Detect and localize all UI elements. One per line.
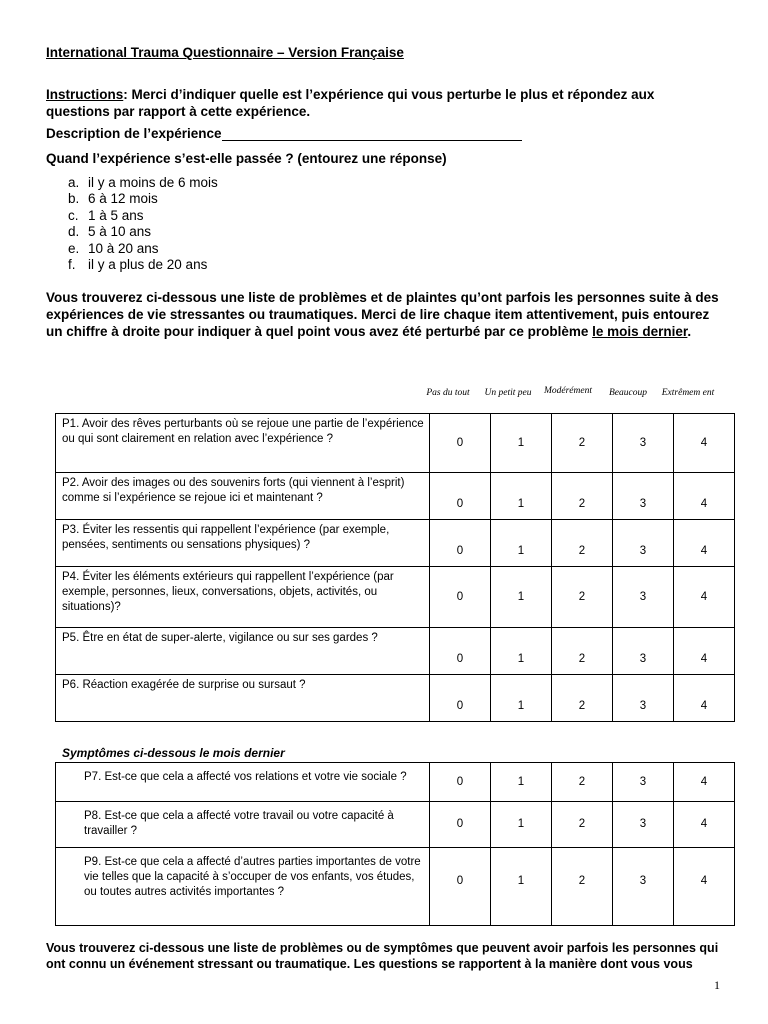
intro-text: Vous trouverez ci-dessous une liste de problèmes et de plaintes qu’ont parfois les personnes suite à des expériences de vie stressantes ou traumatiques. Merci de lire chaque item attentivement, puis entourez un chiffre à droite pour indiquer à quel point vous avez été perturbé par ce problème (46, 290, 719, 339)
table-row (56, 802, 735, 848)
score-cell[interactable]: 2 (552, 763, 613, 802)
option-e[interactable] (68, 241, 218, 257)
table-row (56, 848, 735, 926)
option-text: il y a plus de 20 ans (88, 257, 208, 273)
table-row (56, 675, 735, 722)
score-cell[interactable]: 0 (430, 567, 491, 628)
score-cell[interactable]: 2 (552, 628, 613, 675)
option-letter: c. (68, 207, 79, 223)
option-letter: d. (68, 224, 80, 240)
scale-header-4: Extrêmem ent (661, 388, 715, 398)
scale-header-1: Un petit peu (484, 388, 532, 398)
scale-header-2: Modérément (543, 386, 592, 396)
table-row (56, 414, 735, 473)
question-p7: P7. Est-ce que cela a affecté vos relations et votre vie sociale ? (56, 763, 430, 802)
option-letter: f. (68, 257, 76, 273)
score-cell[interactable]: 0 (430, 520, 491, 567)
scale-header-0: Pas du tout (426, 388, 470, 398)
score-cell[interactable]: 3 (613, 520, 674, 567)
score-cell[interactable]: 4 (674, 520, 735, 567)
option-d[interactable] (68, 224, 218, 240)
description-field[interactable] (46, 126, 522, 141)
score-cell[interactable]: 1 (491, 628, 552, 675)
score-cell[interactable]: 3 (613, 628, 674, 675)
score-cell[interactable]: 3 (613, 763, 674, 802)
option-f[interactable] (68, 257, 218, 273)
score-cell[interactable]: 4 (674, 763, 735, 802)
table-row (56, 473, 735, 520)
score-cell[interactable]: 1 (491, 567, 552, 628)
intro-end: . (687, 324, 692, 339)
score-cell[interactable]: 1 (491, 848, 552, 926)
question-p4: P4. Éviter les éléments extérieurs qui rappellent l’expérience (par exemple, personnes, lieux, conversations, objets, activités, ou situations)? (56, 567, 430, 628)
page-title: International Trauma Questionnaire – Version Française (46, 45, 404, 60)
score-cell[interactable]: 2 (552, 567, 613, 628)
score-cell[interactable]: 2 (552, 520, 613, 567)
score-cell[interactable]: 1 (491, 763, 552, 802)
questions-table-2 (55, 762, 735, 926)
table-row (56, 520, 735, 567)
score-cell[interactable]: 0 (430, 473, 491, 520)
option-text: 1 à 5 ans (88, 207, 144, 223)
option-text: 6 à 12 mois (88, 191, 158, 207)
question-p3: P3. Éviter les ressentis qui rappellent l’expérience (par exemple, pensées, sentiments ou sensations physiques) ? (56, 520, 430, 567)
score-cell[interactable]: 0 (430, 628, 491, 675)
instructions-text: : Merci d’indiquer quelle est l’expérience qui vous perturbe le plus et répondez aux questions par rapport à cette expérience. (46, 87, 655, 119)
question-p2: P2. Avoir des images ou des souvenirs forts (qui viennent à l’esprit) comme si l’expérience se rejoue ici et maintenant ? (56, 473, 430, 520)
description-blank-line[interactable] (222, 126, 522, 141)
option-letter: e. (68, 240, 80, 256)
option-b[interactable] (68, 191, 218, 207)
intro-underlined: le mois dernier (592, 324, 688, 339)
score-cell[interactable]: 4 (674, 567, 735, 628)
score-cell[interactable]: 2 (552, 675, 613, 722)
score-cell[interactable]: 0 (430, 802, 491, 848)
symptoms-heading: Symptômes ci-dessous le mois dernier (62, 746, 285, 760)
when-question: Quand l’expérience s’est-elle passée ? (entourez une réponse) (46, 151, 447, 166)
question-p8: P8. Est-ce que cela a affecté votre travail ou votre capacité à travailler ? (56, 802, 430, 848)
option-letter: a. (68, 175, 80, 190)
instructions (46, 86, 706, 120)
option-letter: b. (68, 191, 80, 207)
score-cell[interactable]: 2 (552, 414, 613, 473)
description-label: Description de l’expérience (46, 126, 222, 141)
score-cell[interactable]: 1 (491, 414, 552, 473)
option-text: il y a moins de 6 mois (88, 175, 218, 190)
score-cell[interactable]: 1 (491, 520, 552, 567)
score-cell[interactable]: 3 (613, 848, 674, 926)
score-cell[interactable]: 4 (674, 414, 735, 473)
scale-header-3: Beaucoup (609, 388, 647, 398)
bottom-paragraph: Vous trouverez ci-dessous une liste de problèmes ou de symptômes que peuvent avoir parfois les personnes qui ont connu un événement stressant ou traumatique. Les questions se rapportent à la manière dont vous vous (46, 941, 719, 971)
score-cell[interactable]: 3 (613, 414, 674, 473)
score-cell[interactable]: 0 (430, 763, 491, 802)
intro-paragraph (46, 289, 726, 340)
page-number: 1 (714, 978, 720, 992)
score-cell[interactable]: 0 (430, 414, 491, 473)
score-cell[interactable]: 4 (674, 473, 735, 520)
score-cell[interactable]: 2 (552, 848, 613, 926)
option-a[interactable] (68, 175, 218, 191)
score-cell[interactable]: 3 (613, 675, 674, 722)
score-cell[interactable]: 4 (674, 675, 735, 722)
score-cell[interactable]: 0 (430, 675, 491, 722)
option-text: 5 à 10 ans (88, 224, 152, 240)
question-p5: P5. Être en état de super-alerte, vigilance ou sur ses gardes ? (56, 628, 430, 675)
score-cell[interactable]: 0 (430, 848, 491, 926)
table-row (56, 567, 735, 628)
score-cell[interactable]: 4 (674, 848, 735, 926)
option-text: 10 à 20 ans (88, 240, 159, 256)
score-cell[interactable]: 2 (552, 802, 613, 848)
score-cell[interactable]: 3 (613, 473, 674, 520)
score-cell[interactable]: 4 (674, 802, 735, 848)
instructions-label: Instructions (46, 87, 124, 102)
question-p9: P9. Est-ce que cela a affecté d’autres parties importantes de votre vie telles que la capacité à s’occuper de vos enfants, vos études, ou toutes autres activités importantes ? (56, 848, 430, 926)
question-p1: P1. Avoir des rêves perturbants où se rejoue une partie de l’expérience ou qui sont clairement en relation avec l’expérience ? (56, 414, 430, 473)
score-cell[interactable]: 3 (613, 567, 674, 628)
table-row (56, 763, 735, 802)
table-row (56, 628, 735, 675)
score-cell[interactable]: 1 (491, 802, 552, 848)
score-cell[interactable]: 3 (613, 802, 674, 848)
questions-table-1 (55, 413, 735, 722)
option-c[interactable] (68, 208, 218, 224)
question-p6: P6. Réaction exagérée de surprise ou sursaut ? (56, 675, 430, 722)
time-options-list (68, 175, 218, 273)
score-cell[interactable]: 2 (552, 473, 613, 520)
score-cell[interactable]: 1 (491, 675, 552, 722)
score-cell[interactable]: 4 (674, 628, 735, 675)
score-cell[interactable]: 1 (491, 473, 552, 520)
